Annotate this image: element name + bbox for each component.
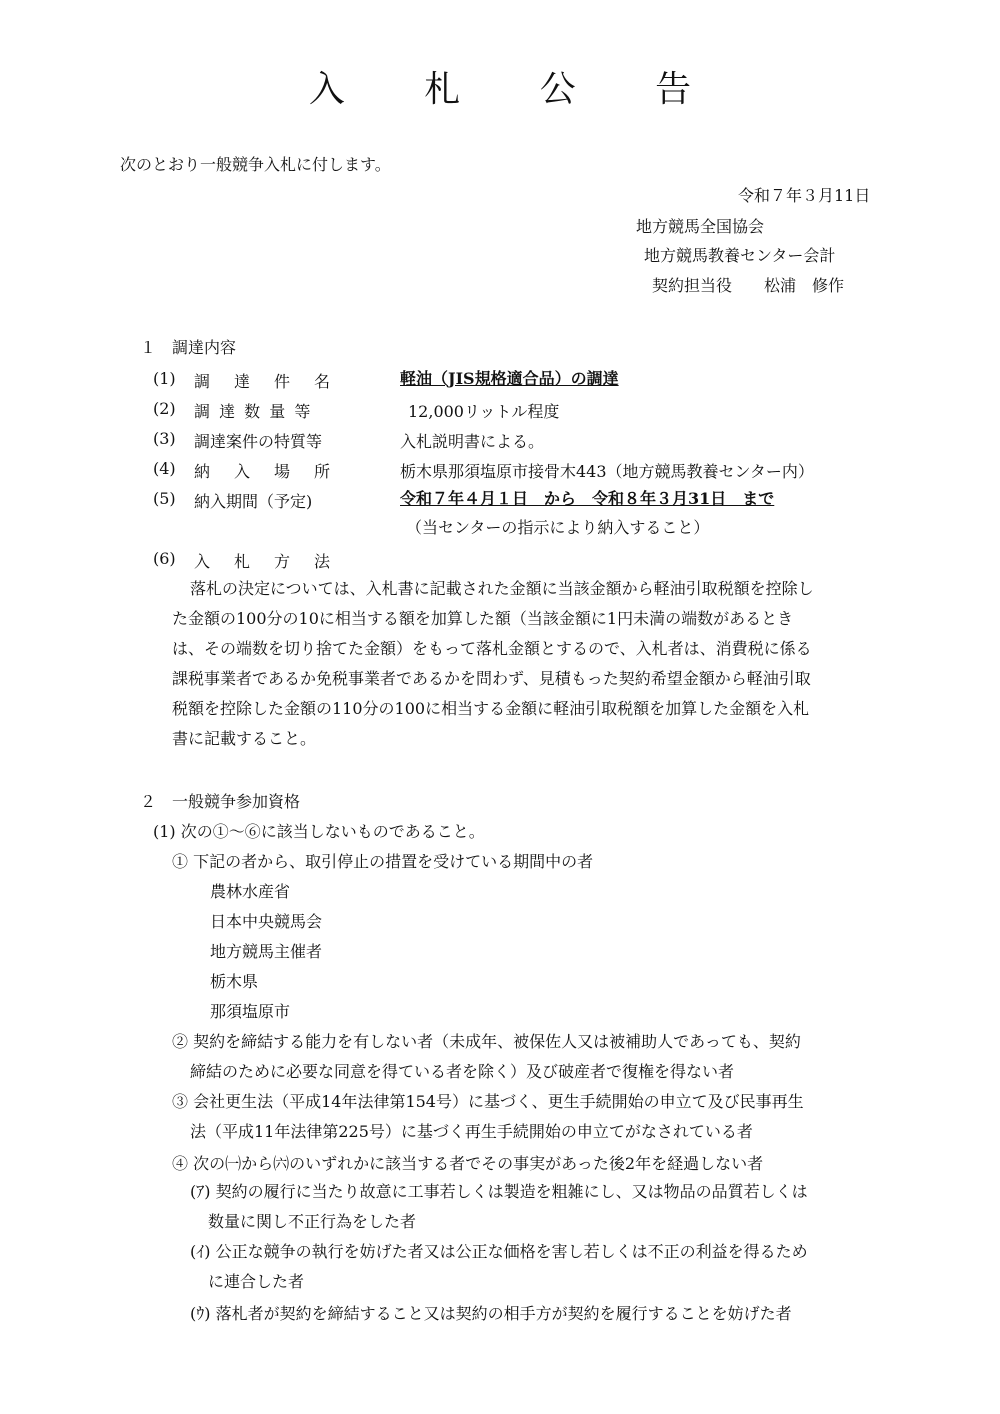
- period-note: （当センターの指示により納入すること）: [406, 518, 710, 537]
- condition-4c: (ｳ) 落札者が契約を締結すること又は契約の相手方が契約を履行することを妨げた者: [190, 1304, 792, 1323]
- paragraph-line: 課税事業者であるか免税事業者であるかを問わず、見積もった契約希望金額から軽油引取: [172, 669, 811, 688]
- section1-heading: １ 調達内容: [140, 338, 237, 357]
- item-value-quantity: 12,000リットル程度: [408, 402, 560, 421]
- list-item: 栃木県: [210, 972, 259, 991]
- organization-list: [210, 877, 322, 1027]
- intro-text: 次のとおり一般競争入札に付します。: [120, 155, 391, 174]
- paragraph-line: 落札の決定については、入札書に記載された金額に当該金額から軽油引取税額を控除し: [190, 579, 814, 598]
- item-number: (2): [153, 399, 176, 418]
- item-value-location: 栃木県那須塩原市接骨木443（地方競馬教養センター内）: [400, 462, 814, 481]
- bid-method-paragraph: [172, 574, 814, 754]
- list-item: 那須塩原市: [210, 1002, 291, 1021]
- item-value-period: 令和７年４月１日 から 令和８年３月31日 まで: [400, 489, 775, 508]
- section2-heading: ２ 一般競争参加資格: [140, 792, 301, 811]
- item-number: (1): [153, 369, 176, 388]
- item-label: 調達案件の特質等: [194, 432, 323, 451]
- item-value-characteristics: 入札説明書による。: [400, 432, 545, 451]
- item-label: 調 達 数 量 等: [194, 402, 313, 421]
- qualification-intro: (1) 次の①～⑥に該当しないものであること。: [153, 822, 485, 841]
- condition-4: ④ 次の㈠から㈥のいずれかに該当する者でその事実があった後2年を経過しない者: [172, 1154, 764, 1173]
- item-label: 納入期間（予定): [194, 492, 313, 511]
- condition-4a: [190, 1177, 808, 1237]
- paragraph-line: ③ 会社更生法（平成14年法律第154号）に基づく、更生手続開始の申立て及び民事再生: [172, 1092, 804, 1111]
- item-number: (4): [153, 459, 176, 478]
- condition-4b: [190, 1237, 808, 1297]
- list-item: 地方競馬主催者: [210, 942, 323, 961]
- issuer-org: 地方競馬全国協会: [636, 217, 765, 236]
- item-number: (3): [153, 429, 176, 448]
- paragraph-line: (ｱ) 契約の履行に当たり故意に工事若しくは製造を粗雑にし、又は物品の品質若しくは: [190, 1182, 808, 1201]
- list-item: 日本中央競馬会: [210, 912, 323, 931]
- paragraph-line: 書に記載すること。: [172, 729, 317, 748]
- condition-1: ① 下記の者から、取引停止の措置を受けている期間中の者: [172, 852, 594, 871]
- condition-3: [172, 1087, 804, 1147]
- paragraph-line: ② 契約を締結する能力を有しない者（未成年、被保佐人又は被補助人であっても、契約: [172, 1032, 801, 1051]
- item-label: 調 達 件 名: [194, 372, 335, 391]
- item-label: 入 札 方 法: [194, 552, 335, 571]
- paragraph-line: に連合した者: [208, 1272, 305, 1291]
- item-number: (5): [153, 489, 176, 508]
- paragraph-line: 締結のために必要な同意を得ている者を除く）及び破産者で復権を得ない者: [190, 1062, 735, 1081]
- paragraph-line: (ｲ) 公正な競争の執行を妨げた者又は公正な価格を害し若しくは不正の利益を得るため: [190, 1242, 808, 1261]
- condition-2: [172, 1027, 801, 1087]
- issuer-officer: 契約担当役 松浦 修作: [652, 276, 845, 295]
- issuer-center: 地方競馬教養センター会計: [644, 246, 836, 265]
- item-number: (6): [153, 549, 176, 568]
- item-value-subject: 軽油（JIS規格適合品）の調達: [400, 369, 619, 388]
- paragraph-line: 税額を控除した金額の110分の100に相当する金額に軽油引取税額を加算した金額を入札: [172, 699, 810, 718]
- paragraph-line: は、その端数を切り捨てた金額）をもって落札金額とするので、入札者は、消費税に係る: [172, 639, 812, 658]
- paragraph-line: 数量に関し不正行為をした者: [208, 1212, 417, 1231]
- item-label: 納 入 場 所: [194, 462, 335, 481]
- notice-date: 令和７年３月11日: [738, 186, 871, 205]
- page-title: 入 札 公 告: [308, 69, 726, 110]
- paragraph-line: 法（平成11年法律第225号）に基づく再生手続開始の申立てがなされている者: [190, 1122, 753, 1141]
- list-item: 農林水産省: [210, 882, 291, 901]
- paragraph-line: た金額の100分の10に相当する額を加算した額（当該金額に1円未満の端数があるとき: [172, 609, 794, 628]
